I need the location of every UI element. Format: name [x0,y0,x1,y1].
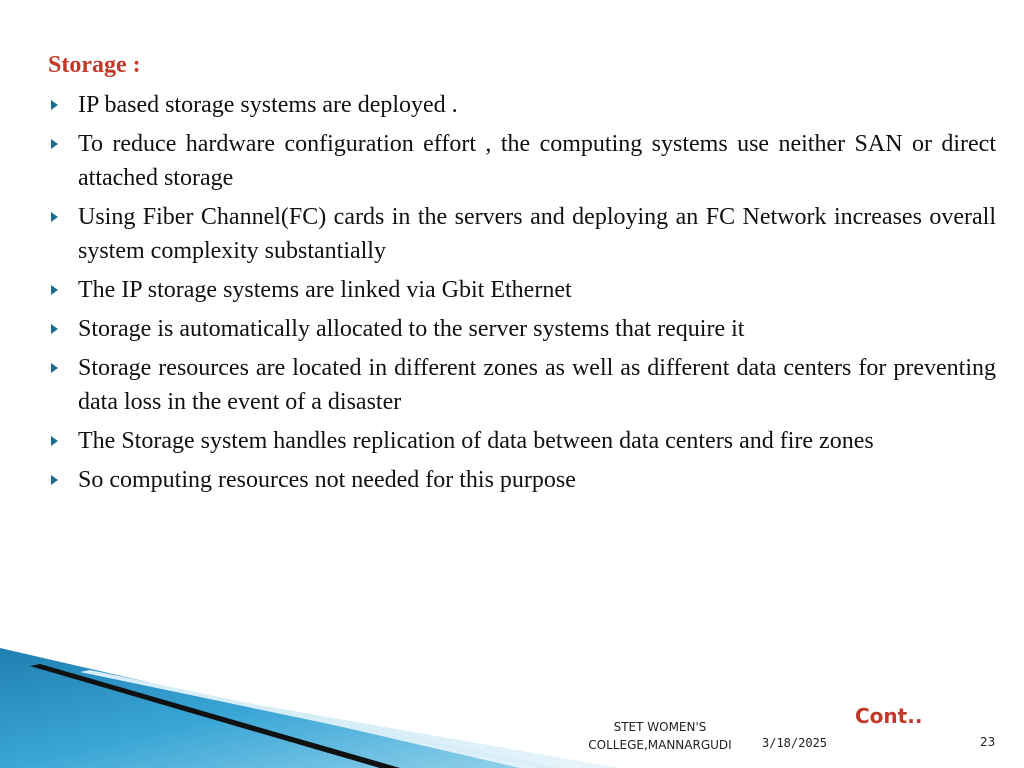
slide-heading: Storage : [48,52,141,78]
footer-date: 3/18/2025 [762,736,828,750]
bullet-arrow-icon [51,363,58,373]
bullet-arrow-icon [51,100,58,110]
bullet-arrow-icon [51,475,58,485]
footer-college-line1: STET WOMEN'S [613,720,707,734]
footer-page-number: 23 [980,735,996,749]
bullet-arrow-icon [51,139,58,149]
bullet-arrow-icon [51,212,58,222]
bullet-item [48,424,996,458]
bullet-text: IP based storage systems are deployed . [78,92,458,118]
bullet-item [48,351,996,419]
bullet-arrow-icon [51,285,58,295]
bullet-item [48,273,996,307]
bullet-text: The Storage system handles replication of data between data centers and fire zones [78,428,874,454]
bullet-text: Storage is automatically allocated to the server systems that require it [78,316,745,342]
bullet-item [48,312,996,346]
bullet-text: Storage resources are located in different zones as well as different data centers for preventing data loss in the event of a disaster [78,355,996,415]
bullet-item [48,200,996,268]
bullet-text: So computing resources not needed for this purpose [78,467,576,493]
bullet-text: To reduce hardware configuration effort , the computing systems use neither SAN or direct attached storage [78,131,996,191]
bullet-arrow-icon [51,436,58,446]
continuation-label: Cont.. [855,704,923,728]
bullet-text: The IP storage systems are linked via Gbit Ethernet [78,277,572,303]
bullet-list [48,88,996,502]
bullet-item [48,88,996,122]
bullet-text: Using Fiber Channel(FC) cards in the servers and deploying an FC Network increases overall system complexity substantially [78,204,996,264]
footer-college [570,718,750,754]
bullet-item [48,463,996,497]
bullet-arrow-icon [51,324,58,334]
footer-college-line2: COLLEGE,MANNARGUDI [588,738,732,752]
bullet-item [48,127,996,195]
